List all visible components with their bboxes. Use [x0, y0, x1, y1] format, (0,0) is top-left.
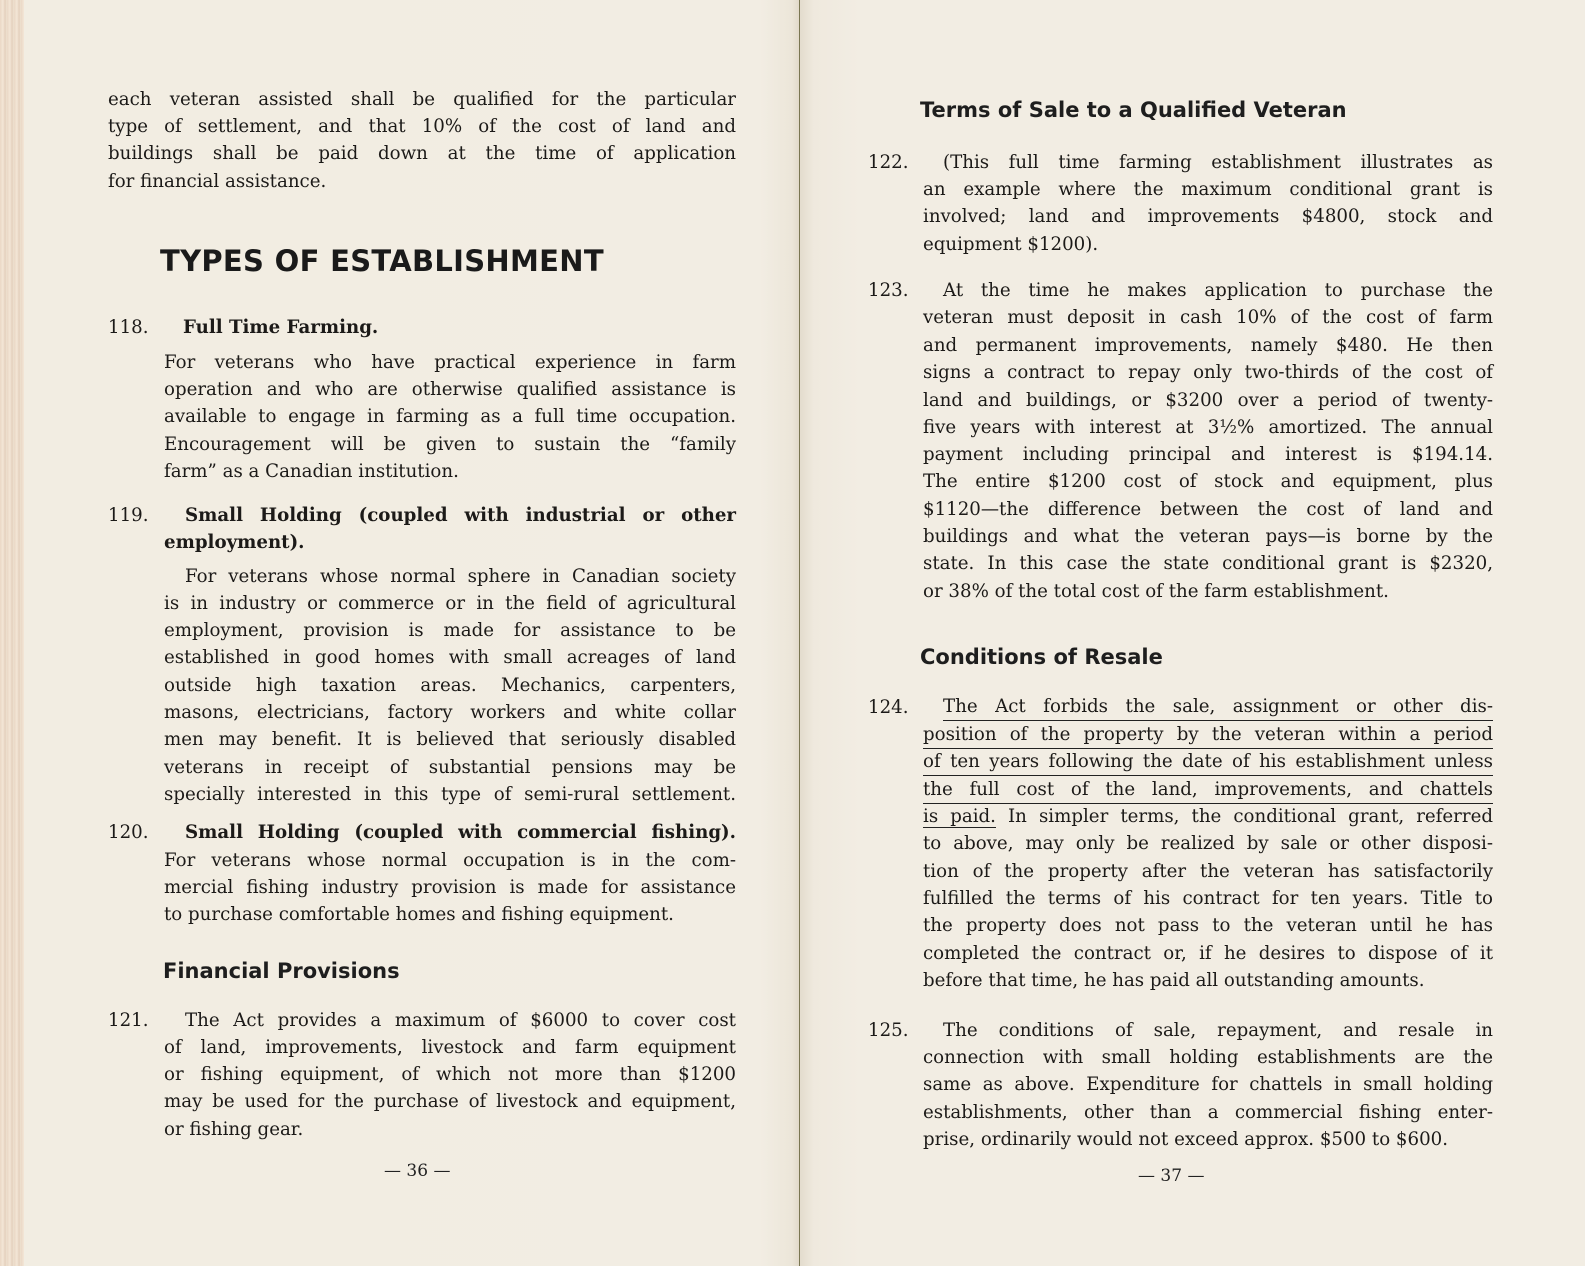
- body-line: involved; land and improvements $4800, stock and: [923, 206, 1493, 227]
- body-line: mercial fishing industry provision is made for assistance: [164, 877, 736, 898]
- left-text-column: [108, 0, 736, 1266]
- body-line: For veterans whose normal sphere in Canadian society: [185, 566, 736, 587]
- body-line: veteran must deposit in cash 10% of the cost of farm: [923, 307, 1493, 328]
- subsection-heading: Terms of Sale to a Qualified Veteran: [920, 98, 1347, 122]
- body-line: signs a contract to repay only two-thirds of the cost of: [923, 362, 1493, 383]
- section-number: 119.: [108, 505, 149, 526]
- body-line: established in good homes with small acreages of land: [164, 647, 736, 668]
- body-line: At the time he makes application to purchase the: [943, 280, 1493, 301]
- body-line: masons, electricians, factory workers and white collar: [164, 702, 736, 723]
- body-line: fulfilled the terms of his contract for ten years. Title to: [923, 888, 1493, 909]
- intro-line: for financial assistance.: [108, 171, 327, 192]
- body-line: and permanent improvements, namely $480. He then: [923, 335, 1493, 356]
- section-number: 122.: [868, 152, 909, 173]
- body-line: equipment $1200).: [923, 234, 1099, 255]
- page-number: — 37 —: [1138, 1166, 1205, 1186]
- subsection-heading: Conditions of Resale: [920, 645, 1163, 669]
- section-heading: TYPES OF ESTABLISHMENT: [160, 244, 604, 278]
- section-number: 118.: [108, 317, 149, 338]
- body-line: farm” as a Canadian institution.: [164, 461, 459, 482]
- body-line: The conditions of sale, repayment, and resale in: [943, 1020, 1493, 1041]
- body-line: $1120—the difference between the cost of land and: [923, 499, 1493, 520]
- body-line: completed the contract or, if he desires to dispose of it: [923, 943, 1493, 964]
- underlined-fragment: is paid.: [923, 806, 996, 827]
- intro-line: type of settlement, and that 10% of the cost of land and: [108, 116, 736, 137]
- section-number: 123.: [868, 280, 909, 301]
- page-number: — 36 —: [384, 1161, 451, 1181]
- body-line: or 38% of the total cost of the farm establishment.: [923, 581, 1389, 602]
- body-line: same as above. Expenditure for chattels in small holding: [923, 1074, 1493, 1095]
- body-line-rest: In simpler terms, the conditional grant, referred: [995, 806, 1493, 827]
- body-line: prise, ordinarily would not exceed approx. $500 to $600.: [923, 1129, 1449, 1150]
- body-line: The Act provides a maximum of $6000 to cover cost: [185, 1010, 736, 1031]
- body-line: is in industry or commerce or in the field of agricultural: [164, 593, 736, 614]
- body-line: (This full time farming establishment illustrates as: [943, 152, 1493, 173]
- body-line: land and buildings, or $3200 over a period of twenty-: [923, 390, 1493, 411]
- body-line: state. In this case the state conditional grant is $2320,: [923, 553, 1493, 574]
- body-line: five years with interest at 3½% amortized. The annual: [923, 417, 1493, 438]
- body-line: For veterans whose normal occupation is in the com-: [164, 850, 736, 871]
- body-line: an example where the maximum conditional grant is: [923, 179, 1493, 200]
- intro-line: buildings shall be paid down at the time of application: [108, 143, 736, 164]
- body-line: or fishing equipment, of which not more than $1200: [164, 1064, 736, 1085]
- right-text-column: [868, 0, 1493, 1266]
- body-line: available to engage in farming as a full time occupation.: [164, 406, 736, 427]
- underlined-line: the full cost of the land, improvements, and chattels: [923, 777, 1493, 804]
- body-line: men may benefit. It is believed that seriously disabled: [164, 729, 736, 750]
- body-line: before that time, he has paid all outstanding amounts.: [923, 970, 1425, 991]
- body-line: operation and who are otherwise qualified assistance is: [164, 379, 736, 400]
- underlined-line: The Act forbids the sale, assignment or other dis-: [943, 694, 1493, 721]
- body-line: specially interested in this type of semi-rural settlement.: [164, 784, 736, 805]
- body-line: tion of the property after the veteran has satisfactorily: [923, 861, 1493, 882]
- body-line: Encouragement will be given to sustain the “family: [164, 434, 736, 455]
- subsection-heading: Financial Provisions: [163, 959, 400, 983]
- section-title: employment).: [164, 532, 305, 553]
- right-page: [800, 0, 1585, 1266]
- section-number: 125.: [868, 1020, 909, 1041]
- page-edges: [0, 0, 24, 1266]
- body-line: veterans in receipt of substantial pensions may be: [164, 757, 736, 778]
- body-line: the property does not pass to the veteran until he has: [923, 915, 1493, 936]
- intro-line: each veteran assisted shall be qualified for the particular: [108, 89, 736, 110]
- body-line: outside high taxation areas. Mechanics, carpenters,: [164, 675, 736, 696]
- body-line: employment, provision is made for assistance to be: [164, 620, 736, 641]
- body-line: or fishing gear.: [164, 1119, 304, 1140]
- body-line: connection with small holding establishments are the: [923, 1047, 1493, 1068]
- body-line: of land, improvements, livestock and farm equipment: [164, 1037, 736, 1058]
- body-line: For veterans who have practical experience in farm: [164, 352, 736, 373]
- body-line: The entire $1200 cost of stock and equipment, plus: [923, 471, 1493, 492]
- section-number: 121.: [108, 1010, 149, 1031]
- underlined-line: position of the property by the veteran within a period: [923, 722, 1493, 749]
- body-line: [923, 804, 1493, 830]
- section-title: Small Holding (coupled with commercial fishing).: [185, 822, 736, 843]
- underlined-line: of ten years following the date of his establishment unless: [923, 749, 1493, 776]
- body-line: may be used for the purchase of livestock and equipment,: [164, 1091, 736, 1112]
- section-title: Small Holding (coupled with industrial or other: [185, 505, 736, 526]
- body-line: payment including principal and interest is $194.14.: [923, 444, 1493, 465]
- body-line: to purchase comfortable homes and fishing equipment.: [164, 904, 674, 925]
- section-number: 120.: [108, 822, 149, 843]
- body-line: buildings and what the veteran pays—is borne by the: [923, 526, 1493, 547]
- section-title: Full Time Farming.: [183, 317, 379, 338]
- body-line: establishments, other than a commercial fishing enter-: [923, 1102, 1493, 1123]
- body-line: to above, may only be realized by sale or other disposi-: [923, 833, 1493, 854]
- section-number: 124.: [868, 697, 909, 718]
